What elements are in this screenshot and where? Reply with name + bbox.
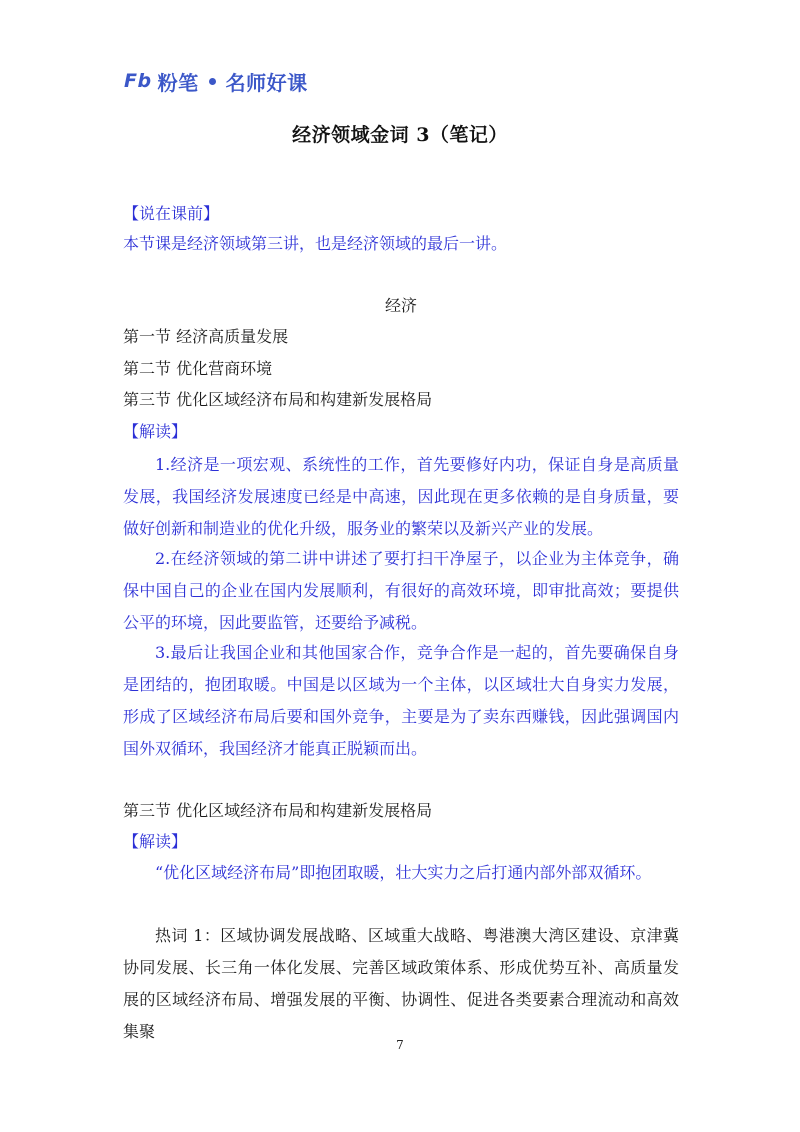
- interpretation-heading: 【解读】: [123, 422, 188, 441]
- hot-word-1: 热词 1：区域协调发展战略、区域重大战略、粤港澳大湾区建设、京津冀协同发展、长三角一体化发展、完善区域政策体系、形成优势互补、高质量发展的区域经济布局、增强发展的平衡、协调性、促进各类要素合理流动和高效集聚: [123, 926, 679, 1041]
- intro-heading: 【说在课前】: [123, 204, 220, 223]
- logo-mark-icon: Fb: [124, 70, 152, 92]
- page-number: 7: [396, 1038, 404, 1052]
- document-title: 经济领域金词 3（笔记）: [292, 124, 508, 146]
- section-3-heading: 第三节 优化区域经济布局和构建新发展格局: [123, 801, 433, 820]
- interpretation-point-1: 1.经济是一项宏观、系统性的工作，首先要修好内功，保证自身是高质量发展，我国经济发展速度已经是中高速，因此现在更多依赖的是自身质量，要做好创新和制造业的优化升级，服务业的繁荣以及新兴产业的发展。: [123, 455, 679, 538]
- intro-text: 本节课是经济领域第三讲，也是经济领域的最后一讲。: [123, 234, 508, 253]
- section-3-interpretation-heading: 【解读】: [123, 832, 188, 851]
- outline-heading: 经济: [384, 296, 417, 315]
- outline-section-3: 第三节 优化区域经济布局和构建新发展格局: [123, 390, 433, 409]
- outline-section-2: 第二节 优化营商环境: [123, 359, 273, 378]
- interpretation-point-3: 3.最后让我国企业和其他国家合作，竞争合作是一起的，首先要确保自身是团结的，抱团取暖。中国是以区域为一个主体，以区域壮大自身实力发展，形成了区域经济布局后要和国外竞争，主要是为了卖东西赚钱，因此强调国内国外双循环，我国经济才能真正脱颖而出。: [123, 643, 679, 758]
- dot-separator-icon: [209, 78, 216, 85]
- section-3-interpretation-text: “优化区域经济布局”即抱团取暖，壮大实力之后打通内部外部双循环。: [155, 863, 652, 882]
- brand-slogan: 名师好课: [225, 70, 308, 95]
- interpretation-point-2: 2.在经济领域的第二讲中讲述了要打扫干净屋子，以企业为主体竞争，确保中国自己的企业在国内发展顺利，有很好的高效环境，即审批高效；要提供公平的环境，因此要监管，还要给予减税。: [123, 549, 679, 632]
- brand-logo: [122, 66, 308, 96]
- outline-section-1: 第一节 经济高质量发展: [123, 327, 289, 346]
- brand-name: 粉笔: [157, 70, 199, 95]
